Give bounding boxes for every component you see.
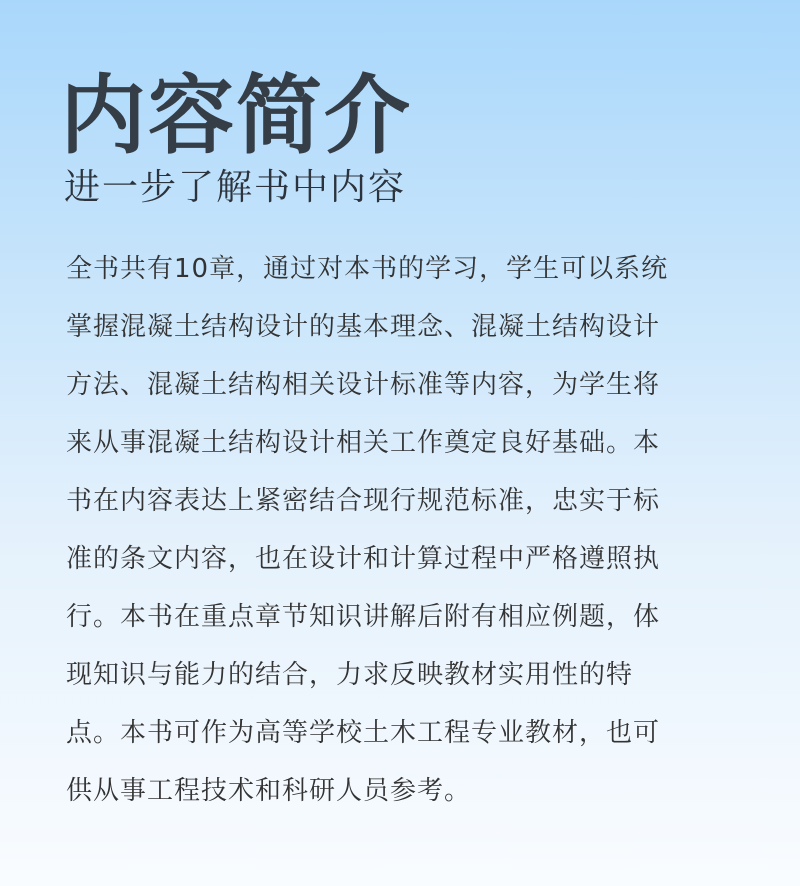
- paragraph-line: 供从事工程技术和科研人员参考。: [66, 776, 472, 806]
- intro-paragraph: [66, 246, 738, 826]
- paragraph-line: 全书共有10章，通过对本书的学习，学生可以系统: [66, 254, 669, 284]
- paragraph-line: 现知识与能力的结合，力求反映教材实用性的特: [66, 660, 634, 690]
- paragraph-line: 点。本书可作为高等学校土木工程专业教材，也可: [66, 718, 661, 748]
- page-title: 内容简介: [60, 66, 412, 166]
- paragraph-line: 掌握混凝土结构设计的基本理念、混凝土结构设计: [66, 312, 661, 342]
- paragraph-line: 来从事混凝土结构设计相关工作奠定良好基础。本: [66, 428, 661, 458]
- paragraph-line: 行。本书在重点章节知识讲解后附有相应例题，体: [66, 602, 661, 632]
- paragraph-line: 书在内容表达上紧密结合现行规范标准，忠实于标: [66, 486, 661, 516]
- paragraph-line: 方法、混凝土结构相关设计标准等内容，为学生将: [66, 370, 661, 400]
- page-subtitle: 进一步了解书中内容: [64, 167, 407, 208]
- paragraph-line: 准的条文内容，也在设计和计算过程中严格遵照执: [66, 544, 661, 574]
